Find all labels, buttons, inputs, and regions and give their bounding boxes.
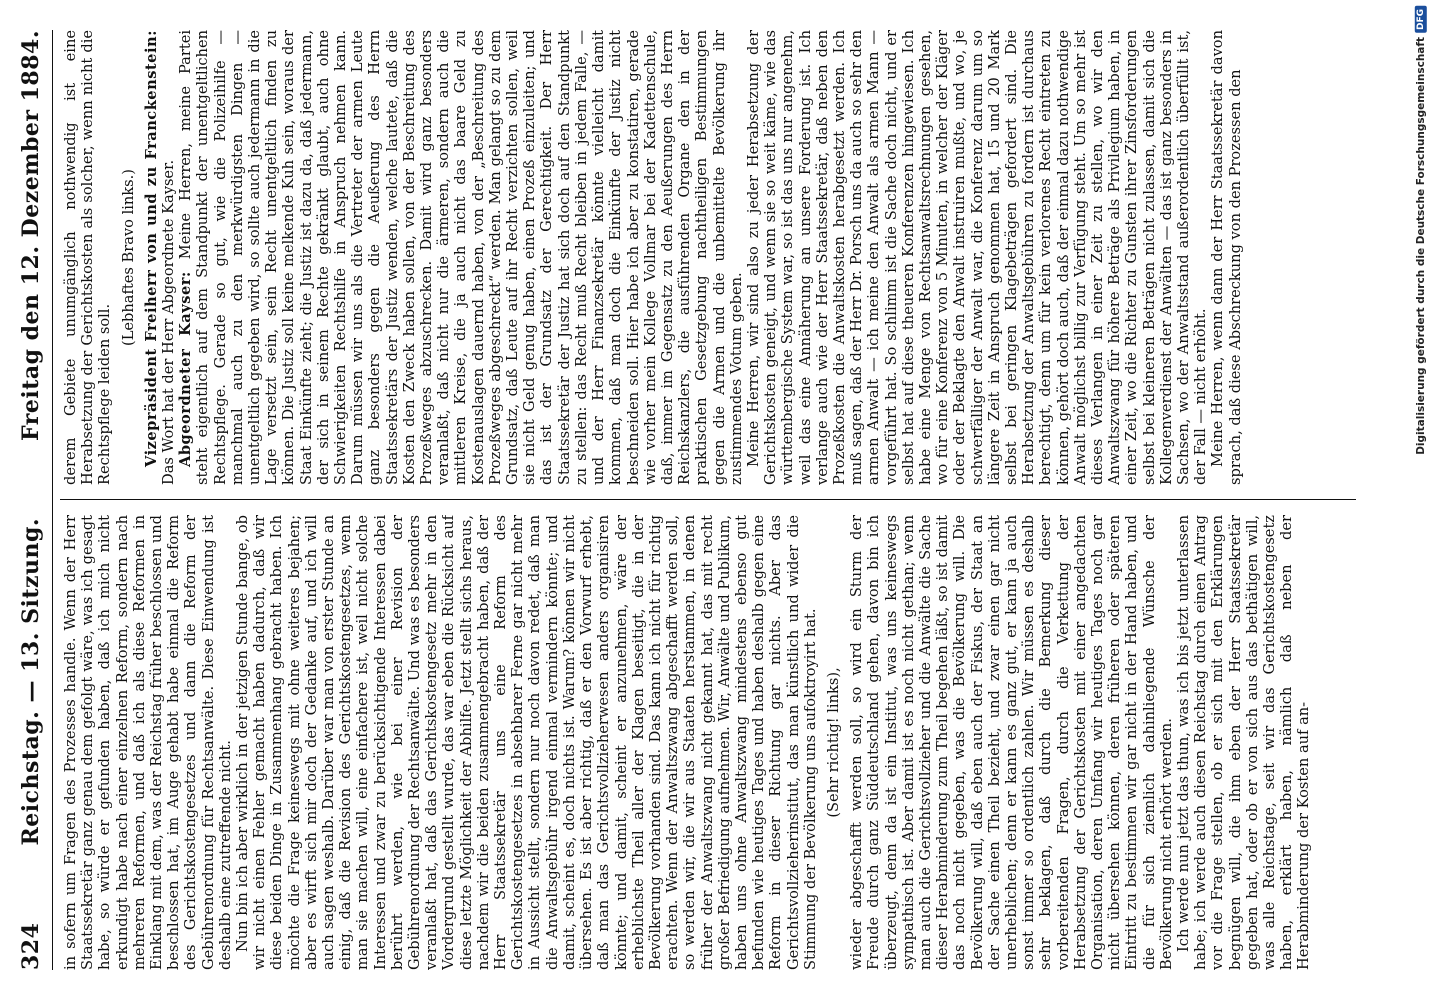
session-title: Reichstag. — 13. Sitzung. [18, 517, 44, 846]
paragraph: Nun bin ich aber wirklich in der jetzigen Stunde bange, ob wir nicht einen Fehler gemacht haben dadurch, daß wir diese beiden Dinge in Zusammenhang gebracht haben. Ich möchte die Frage keineswegs mit ohne weiteres bejahen; aber es wirft sich mir doch der Gedanke auf, und ich will auch sagen weshalb. Darüber war man von erster Stunde an einig, daß die Revision des Gerichtskostengesetzes, wenn man sie machen will, eine einfachere ist, weil nicht solche Interessen und zwar zu berücksichtigende Interessen dabei berührt werden, wie bei einer Revision der Gebührenordnung der Rechtsanwälte. Und was es besonders veranlaßt hat, daß das Gerichtskostengesetz mehr in den Vordergrund gestellt wurde, das war eben die Rücksicht auf diese letzte Möglichkeit der Abhilfe. Jetzt stellt sichs heraus, nachdem wir die beiden zusammengebracht haben, daß der Herr Staatssekretär uns eine Reform des Gerichtskostengesetzes in absehbarer Ferne gar nicht mehr in Aussicht stellt, sondern nur noch davon redet, daß man die Anwaltsgebühr irgend einmal vermindern könnte; und damit, scheint es, doch nichts ist. Warum? können wir nicht übersehen. Es ist aber richtig, daß er den Vorwurf erhebt, daß man das Gerichtsvollzieherwesen anders organisiren könnte; und damit, scheint er anzunehmen, wäre der erheblichste Theil aller der Klagen beseitigt, die in der Bevölkerung vorhanden sind. Das kann ich nicht für richtig erachten. Wenn der Anwaltszwang abgeschafft werden soll, so werden wir, die wir aus Staaten herstammen, in denen früher der Anwaltszwang nicht gekannt hat, das mit recht großer Befriedigung aufnehmen. Wir, Anwälte und Publikum, haben uns ohne Anwaltszwang mindestens ebenso gut befunden wie heutiges Tages und haben deshalb gegen eine Reform in dieser Richtung gar nichts. Aber das Gerichtsvollzieherinstitut, das man künstlich und wider die Stimmung der Bevölkerung uns aufoktroyirt hat. [234, 515, 819, 970]
running-head [18, 30, 48, 970]
digitization-credit [1414, 6, 1428, 455]
paragraph: wieder abgeschafft werden soll, so wird ein Sturm der Freude durch ganz Süddeutschland gehen, davon bin ich überzeugt, denn da ist ein Institut, was uns keineswegs sympathisch ist. Aber damit ist es noch nicht gethan; wenn man auch die Gerichtsvollzieher und die Anwälte die Sache dieser Herabminderung zum Theil begehen läßt, so ist damit das noch nicht gegeben, was die Bevölkerung will. Die Bevölkerung will, daß eben auch der Fiskus, der Staat an der Sache einen Theil bezieht, und zwar einen gar nicht unerheblichen; denn er kann es ganz gut, er kann ja auch sonst immer so ordentlich zahlen. Wir müssen es deshalb sehr beklagen, daß durch die Bemerkung dieser vorbereitenden Fragen, durch die Verkettung der Herabsetzung der Gerichtskosten mit einer angedachten Organisation, deren Umfang wir heutiges Tages noch gar nicht übersehen können, deren früheren oder späteren Eintritt zu bestimmen wir gar nicht in der Hand haben, und die für sich ziemlich dahinliegende Wünsche der Bevölkerung nicht erhört werden. [848, 515, 1175, 970]
applause: (Lebhaftes Bravo links.) [119, 169, 137, 346]
left-column [62, 515, 1356, 970]
credit-text: Digitalisierung gefördert durch die Deutsche Forschungsgemeinschaft [1415, 37, 1427, 455]
speech [177, 30, 745, 485]
paragraph: Ich werde nun jetzt das thun, was ich bis jetzt unterlassen habe; ich werde auch diesen Reichstag durch einen Antrag vor die Frage stellen, ob er sich mit den Erklärungen begnügen will, die ihm eben der Herr Staatssekretär gegeben hat, oder ob er von sich aus das bethätigen will, was alle Reichstage, seit wir das Gerichtskostengesetz haben, erklärt haben, nämlich daß neben der Herabminderung der Kosten auf an- [1175, 515, 1313, 970]
president-remark [143, 30, 177, 485]
page-number: 324 [18, 922, 44, 970]
right-column [62, 30, 1356, 485]
paragraph: in sofern um Fragen des Prozesses handle. Wenn der Herr Staatssekretär ganz genau dem gefolgt wäre, was ich gesagt habe, so würde er gefunden haben, daß ich mich nicht erkundigt habe nach einer einzelnen Reform, sondern nach mehreren Reformen, und daß ich als diese Reformen in Einklang mit dem, was der Reichstag früher beschlossen und beschlossen hat, im Auge gehabt habe einmal die Reform des Gerichtskostengesetzes und dann die Reform der Gebührenordnung für Rechtsanwälte. Diese Einwendung ist deshalb eine zutreffende nicht. [62, 515, 234, 970]
paragraph: Meine Herren, wir sind also zu jeder Herabsetzung der Gerichtskosten geneigt, und wenn sie so weit käme, wie das württembergische System war, so ist das uns nur angenehm, weil das eine Annäherung an unsere Forderung ist. Ich verlange auch wie der Herr Staatssekretär, daß neben den Prozeßkosten die Anwaltskosten herabgesetzt werden. Ich muß sagen, daß der Herr Dr. Porsch uns da auch so sehr den armen Anwalt — ich meine den Anwalt als armen Mann — vorgeführt hat. So schlimm ist die Sache doch nicht, und er selbst hat auf diese theueren Konferenzen hingewiesen. Ich habe eine Menge von Rechtsanwaltsrechnungen gesehen, wo für eine Konferenz von 5 Minuten, in welcher der Kläger oder der Beklagte den Anwalt instruiren mußte, und wo, je schwerfälliger der Anwalt war, die Konferenz darum um so längere Zeit in Anspruch genommen hat, 15 und 20 Mark selbst bei geringen Klagebeträgen gefordert sind. Die Herabsetzung der Anwaltsgebühren zu fordern ist durchaus berechtigt, denn um für kein verlorenes Recht eintreten zu können, gehört doch auch, daß der einmal dazu nothwendige Anwalt möglichst billig zur Verfügung steht. Um so mehr ist dieses Verlangen in einer Zeit zu stellen, wo wir den Anwaltszwang für höhere Beträge als Privilegium haben, in einer Zeit, wo die Richter zu Gunsten ihrer Zinsforderungen selbst bei kleineren Beträgen nicht zulassen, damit sich die Kollegenverdienst der Anwälten — das ist ganz besonders in Sachsen, wo der Anwaltsstand außerordentlich überfüllt ist, der Fall — nicht erhöht. [744, 30, 1210, 485]
president-text: Das Wort hat der Herr Abgeordnete Kayser. [160, 159, 178, 485]
paragraph: derem Gebiete unumgänglich nothwendig ist eine Herabsetzung der Gerichtskosten als solcher, wenn nicht die Rechtspflege leiden soll. [62, 30, 114, 485]
president-label: Vizepräsident Freiherr von und zu Franckenstein: [142, 30, 160, 467]
session-date: Freitag den 12. Dezember 1884. [18, 30, 44, 441]
speaker-label: Abgeordneter Kayser: [177, 271, 195, 467]
speech-text: Meine Herren, meine Partei steht eigentlich auf dem Standpunkt der unentgeltlichen Rechtspflege. Gerade so gut, wie die Polizeihilfe — manchmal auch zu den merkwürdigsten Dingen — unentgeltlich gegeben wird, so sollte auch jedermann in die Lage versetzt sein, sein Recht unentgeltlich finden zu können. Die Justiz soll keine melkende Kuh sein, woraus der Staat Einkünfte zieht; die Justiz ist dazu da, daß jedermann, der sich in seinem Rechte gekränkt glaubt, auch ohne Schwierigkeiten Rechtshilfe in Anspruch nehmen kann. Darum müssen wir uns als die Vertreter der armen Leute ganz besonders gegen die Aeußerung des Herrn Staatssekretärs der Justiz wenden, welche lautete, daß die Kosten den Zweck haben sollen, von der Beschreitung des Prozeßweges abzuschrecken. Damit wird ganz besonders veranlaßt, daß nicht nur die ärmeren, sondern auch die mittleren Kreise, die ja auch nicht das baare Geld zu Kostenauslagen dauernd haben, von der „Beschreitung des Prozeßweges abgeschreckt“ werden. Man gelangt so zu dem Grundsatz, daß Leute auf ihr Recht verzichten sollen, weil sie nicht Geld genug haben, einen Prozeß einzuleiten; und das ist der Grundsatz der Gerechtigkeit. Der Herr Staatssekretär der Justiz hat sich doch auf den Standpunkt zu stellen: das Recht muß Recht bleiben in jedem Falle, — und der Herr Finanzsekretär könnte vielleicht damit kommen, daß man doch die Einkünfte der Justiz nicht beschneiden soll. Hier habe ich aber zu konstatiren, gerade wie vorher mein Kollege Vollmar bei der Kadettenschule, daß, immer im Gegensatz zu den Aeußerungen des Herrn Reichskanzlers, die ausführenden Organe den in der praktischen Gesetzgebung nachtheiligen Bestimmungen gegen die Armen und die unbemittelte Bevölkerung ihr zustimmendes Votum geben. [177, 30, 745, 485]
interjection: (Sehr richtig! links), [824, 667, 842, 818]
paragraph: Meine Herren, wenn dann der Herr Staatssekretär davon sprach, daß diese Abschreckung von den Prozessen den [1209, 30, 1244, 485]
column-divider [60, 499, 1356, 500]
dfg-logo-icon: DFG [1415, 6, 1427, 33]
header-rule [52, 30, 53, 970]
